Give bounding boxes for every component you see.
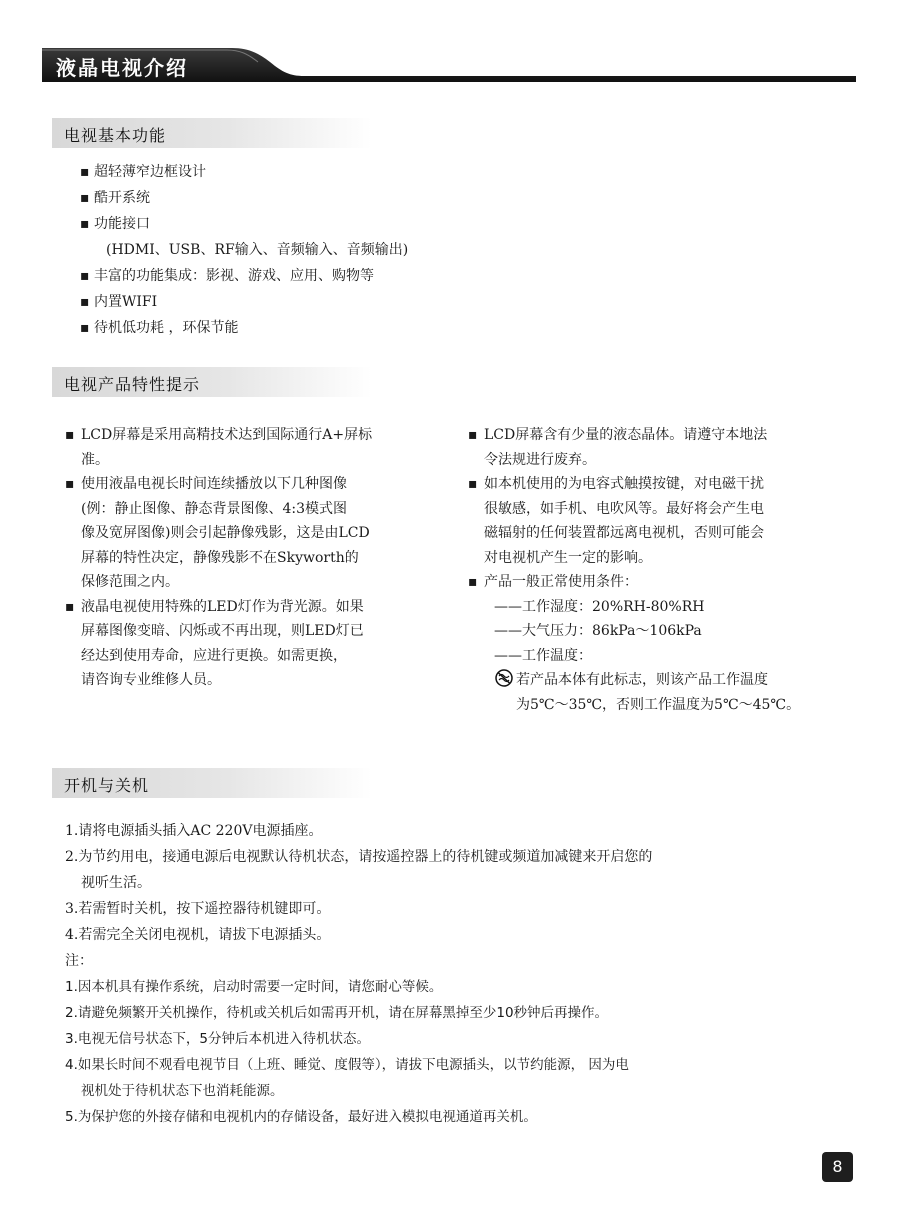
- list-item: ▪ LCD屏幕是采用高精技术达到国际通行A+屏标 准。: [65, 427, 373, 468]
- list-item: ▪ LCD屏幕含有少量的液态晶体。请遵守本地法 令法规进行废弃。: [468, 427, 768, 468]
- section-heading-product-features: [52, 367, 372, 397]
- section-title: 开机与关机: [64, 776, 150, 795]
- note-item: 5.为保护您的外接存储和电视机内的存储设备，最好进入模拟电视通道再关机。: [65, 1109, 537, 1125]
- section-title: 电视基本功能: [64, 126, 167, 145]
- temperature-mark-icon: [494, 669, 514, 687]
- page-header: [42, 44, 856, 86]
- step-item-cont: 视听生活。: [81, 875, 151, 891]
- note-item: 4.如果长时间不观看电视节目（上班、睡觉、度假等），请拔下电源插头，以节约能源， 因为电: [65, 1057, 629, 1073]
- note-item: 3.电视无信号状态下，5分钟后本机进入待机状态。: [65, 1031, 370, 1047]
- step-item: 1.请将电源插头插入AC 220V电源插座。: [65, 823, 323, 839]
- note-item-cont: 视机处于待机状态下也消耗能源。: [81, 1083, 284, 1099]
- humidity-line: ——工作湿度：20%RH-80%RH: [494, 598, 705, 615]
- basic-functions-list: [80, 159, 580, 341]
- list-item: ▪ 超轻薄窄边框设计: [80, 164, 206, 180]
- conditions-item: ▪ 产品一般正常使用条件：: [468, 570, 858, 595]
- notes-list: [65, 974, 855, 1130]
- page-number: 8: [822, 1152, 853, 1182]
- conditions-title: 产品一般正常使用条件：: [484, 574, 638, 590]
- note-item: 1.因本机具有操作系统，启动时需要一定时间，请您耐心等候。: [65, 979, 443, 995]
- features-right-column: [468, 423, 858, 717]
- list-item: ▪ 功能接口 (HDMI、USB、RF输入、音频输入、音频输出): [80, 211, 580, 263]
- list-item: ▪ 酷开系统: [80, 190, 150, 206]
- list-item: ▪ 待机低功耗 ，环保节能: [80, 320, 239, 336]
- step-item: 4.若需完全关闭电视机，请拔下电源插头。: [65, 927, 331, 943]
- step-item: 3.若需暂时关机，按下遥控器待机键即可。: [65, 901, 331, 917]
- pressure-line: ——大气压力：86kPa～106kPa: [494, 623, 702, 639]
- list-item: ▪ 如本机使用的为电容式触摸按键，对电磁干扰 很敏感，如手机、电吹风等。最好将会产生电 磁辐射的任何装置都远离电视机，否则可能会 对电视机产生一定的影响。: [468, 476, 764, 566]
- section-title: 电视产品特性提示: [64, 375, 201, 394]
- list-item: ▪ 内置WIFI: [80, 294, 158, 310]
- temperature-note: 若产品本体有此标志，则该产品工作温度 为5℃～35℃，否则工作温度为5℃～45℃。: [468, 668, 858, 717]
- section-heading-power: [52, 768, 372, 798]
- list-item: ▪ 丰富的功能集成：影视、游戏、应用、购物等: [80, 268, 374, 284]
- features-left-column: [65, 423, 445, 693]
- section-heading-basic-functions: [52, 118, 372, 148]
- list-item-sub: (HDMI、USB、RF输入、音频输入、音频输出): [106, 242, 409, 258]
- temperature-line: ——工作温度：: [494, 647, 592, 664]
- power-instructions: [65, 818, 855, 1130]
- list-item: ▪ 液晶电视使用特殊的LED灯作为背光源。如果 屏幕图像变暗、闪烁或不再出现，则LED灯已 经达到使用寿命，应进行更换。如需更换， 请咨询专业维修人员。: [65, 598, 364, 688]
- note-label: 注：: [65, 953, 93, 969]
- note-item: 2.请避免频繁开关机操作，待机或关机后如需再开机，请在屏幕黑掉至少10秒钟后再操作。: [65, 1005, 609, 1021]
- page-title: 液晶电视介绍: [56, 56, 188, 80]
- list-item: ▪ 使用液晶电视长时间连续播放以下几种图像 (例：静止图像、静态背景图像、4:3模式图 像及宽屏图像)则会引起静像残影，这是由LCD 屏幕的特性决定，静像残影不在Skyworth的 保修范围之内。: [65, 476, 370, 590]
- step-item: 2.为节约用电，接通电源后电视默认待机状态，请按遥控器上的待机键或频道加减键来开启您的: [65, 849, 653, 865]
